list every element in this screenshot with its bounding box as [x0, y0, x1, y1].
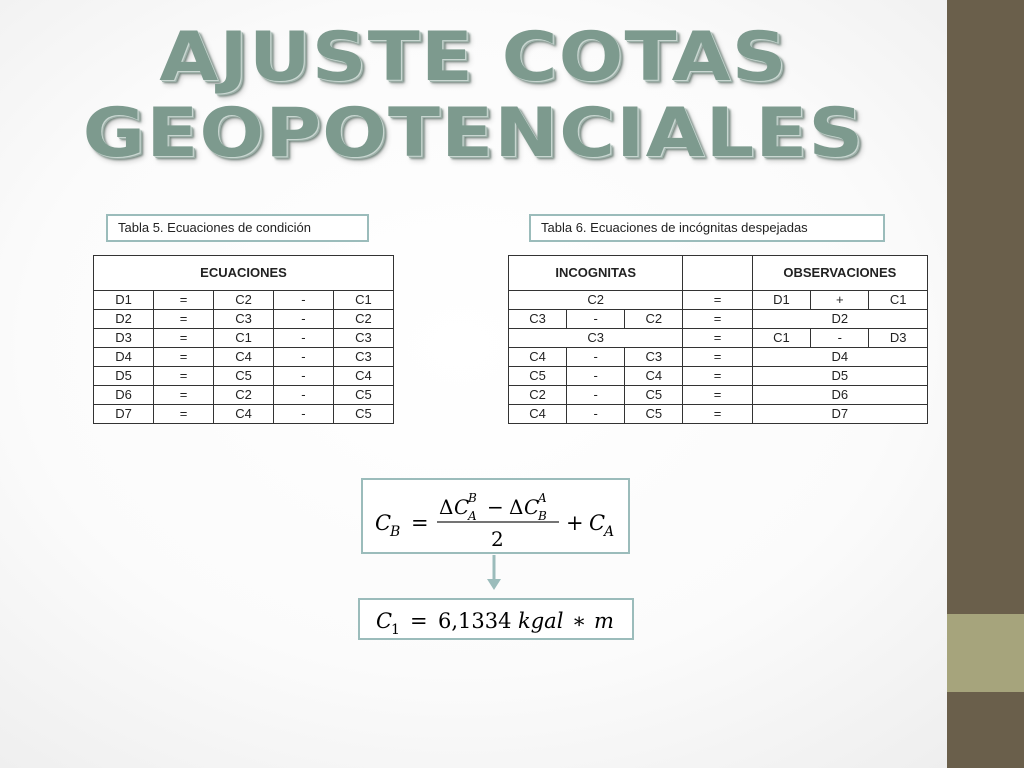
table-row	[94, 405, 394, 424]
table-cell: C1	[869, 291, 928, 310]
table-cell: D7	[94, 405, 154, 424]
table-cell: C5	[213, 367, 273, 386]
table-cell: C4	[625, 367, 683, 386]
table-cell: D3	[94, 329, 154, 348]
table-cell: C4	[213, 405, 273, 424]
table-cell: =	[683, 348, 752, 367]
table-cell: D7	[752, 405, 927, 424]
table-cell: C5	[333, 386, 393, 405]
table5-caption: Tabla 5. Ecuaciones de condición	[106, 214, 369, 242]
table-cell: C3	[509, 310, 567, 329]
formula-term1-sub: A	[468, 509, 477, 523]
formula-denominator: 2	[491, 527, 504, 551]
table-row	[94, 329, 394, 348]
table-cell: -	[811, 329, 869, 348]
table-cell: C2	[213, 291, 273, 310]
table-header-incognitas: INCOGNITAS	[509, 256, 683, 291]
table-cell: C2	[509, 291, 683, 310]
table-cell: D1	[94, 291, 154, 310]
sidebar-accent	[947, 614, 1024, 692]
formula-plus: +	[566, 511, 584, 535]
formula-rhs: C	[589, 511, 606, 535]
table-cell: C4	[213, 348, 273, 367]
table-cell: -	[274, 329, 334, 348]
formula-delta-1: Δ	[439, 495, 454, 519]
table-cell: =	[154, 348, 214, 367]
table-header-row	[94, 256, 394, 291]
table-cell: =	[683, 329, 752, 348]
result-equation	[360, 600, 636, 642]
table-cell: D2	[94, 310, 154, 329]
table-cell: D5	[94, 367, 154, 386]
result-unit2: m	[594, 609, 614, 633]
table-cell: C2	[213, 386, 273, 405]
table-cell: D6	[752, 386, 927, 405]
unknowns-table	[508, 255, 928, 424]
table-cell: -	[567, 367, 625, 386]
table-cell: D4	[752, 348, 927, 367]
table-cell: D2	[752, 310, 927, 329]
table-cell: C4	[509, 405, 567, 424]
result-value: 6,1334	[438, 609, 512, 633]
table-row	[509, 405, 928, 424]
table-cell: C1	[752, 329, 810, 348]
table-cell: D4	[94, 348, 154, 367]
slide-title-line2: GEOPOTENCIALES	[82, 94, 865, 173]
table-cell: =	[683, 291, 752, 310]
formula-minus: −	[487, 495, 504, 519]
table-cell: C1	[333, 291, 393, 310]
table-cell: C2	[509, 386, 567, 405]
table-cell: C2	[625, 310, 683, 329]
table-row	[509, 367, 928, 386]
table-row	[94, 291, 394, 310]
result-lhs: C	[376, 609, 393, 633]
table-cell: -	[567, 310, 625, 329]
result-lhs-sub: 1	[391, 622, 400, 638]
table-cell: C4	[509, 348, 567, 367]
table-cell: C3	[333, 348, 393, 367]
table-row	[509, 329, 928, 348]
down-arrow-icon	[487, 555, 501, 591]
table-cell: D6	[94, 386, 154, 405]
table-cell: C3	[509, 329, 683, 348]
table-cell: C5	[625, 386, 683, 405]
table-cell: -	[567, 405, 625, 424]
table-cell: -	[274, 348, 334, 367]
table-cell: D3	[869, 329, 928, 348]
table-cell: C4	[333, 367, 393, 386]
table-cell: =	[154, 367, 214, 386]
table-header-row	[509, 256, 928, 291]
table-cell: =	[683, 405, 752, 424]
table-cell: -	[567, 348, 625, 367]
table-cell: =	[683, 386, 752, 405]
table-cell: C3	[213, 310, 273, 329]
table-row	[94, 310, 394, 329]
table-cell: -	[274, 310, 334, 329]
result-box	[358, 598, 634, 640]
table-cell: C5	[625, 405, 683, 424]
result-equals: =	[410, 609, 428, 633]
table-header-observaciones: OBSERVACIONES	[752, 256, 927, 291]
table-row	[509, 291, 928, 310]
table-cell: -	[274, 291, 334, 310]
formula-term2-sub: B	[538, 509, 547, 523]
result-operator: ∗	[572, 609, 587, 633]
conditions-table	[93, 255, 394, 424]
table-cell: C5	[333, 405, 393, 424]
table-cell: C3	[333, 329, 393, 348]
table-cell: =	[683, 310, 752, 329]
formula-delta-2: Δ	[509, 495, 524, 519]
table-row	[509, 348, 928, 367]
formula-lhs-sub: B	[390, 524, 401, 540]
table-header-middle	[683, 256, 752, 291]
table-cell: C2	[333, 310, 393, 329]
table-cell: -	[274, 405, 334, 424]
table-row	[94, 386, 394, 405]
table-cell: -	[274, 367, 334, 386]
formula-equals: =	[411, 511, 429, 535]
slide-title-line1: AJUSTE COTAS	[159, 18, 788, 97]
table-cell: C1	[213, 329, 273, 348]
table-row	[94, 348, 394, 367]
table-cell: C5	[509, 367, 567, 386]
formula-equation	[363, 480, 632, 556]
result-unit: kgal	[518, 609, 564, 633]
formula-numerator-term2: C	[524, 495, 540, 519]
table-cell: D1	[752, 291, 810, 310]
table-cell: =	[154, 405, 214, 424]
table-row	[509, 386, 928, 405]
table-header: ECUACIONES	[94, 256, 394, 291]
table-cell: C3	[625, 348, 683, 367]
formula-rhs-sub: A	[604, 524, 615, 540]
table-cell: +	[811, 291, 869, 310]
table-cell: =	[154, 310, 214, 329]
formula-numerator-term1: C	[454, 495, 470, 519]
table-cell: =	[154, 291, 214, 310]
table6-caption: Tabla 6. Ecuaciones de incógnitas despejadas	[529, 214, 885, 242]
formula-lhs: C	[375, 511, 392, 535]
table-row	[509, 310, 928, 329]
table-cell: =	[683, 367, 752, 386]
table-row	[94, 367, 394, 386]
table-cell: D5	[752, 367, 927, 386]
formula-box	[361, 478, 630, 554]
formula-term2-sup: A	[538, 491, 547, 505]
table-cell: =	[154, 386, 214, 405]
formula-term1-sup: B	[468, 491, 477, 505]
table-cell: -	[567, 386, 625, 405]
table-cell: -	[274, 386, 334, 405]
table-cell: =	[154, 329, 214, 348]
